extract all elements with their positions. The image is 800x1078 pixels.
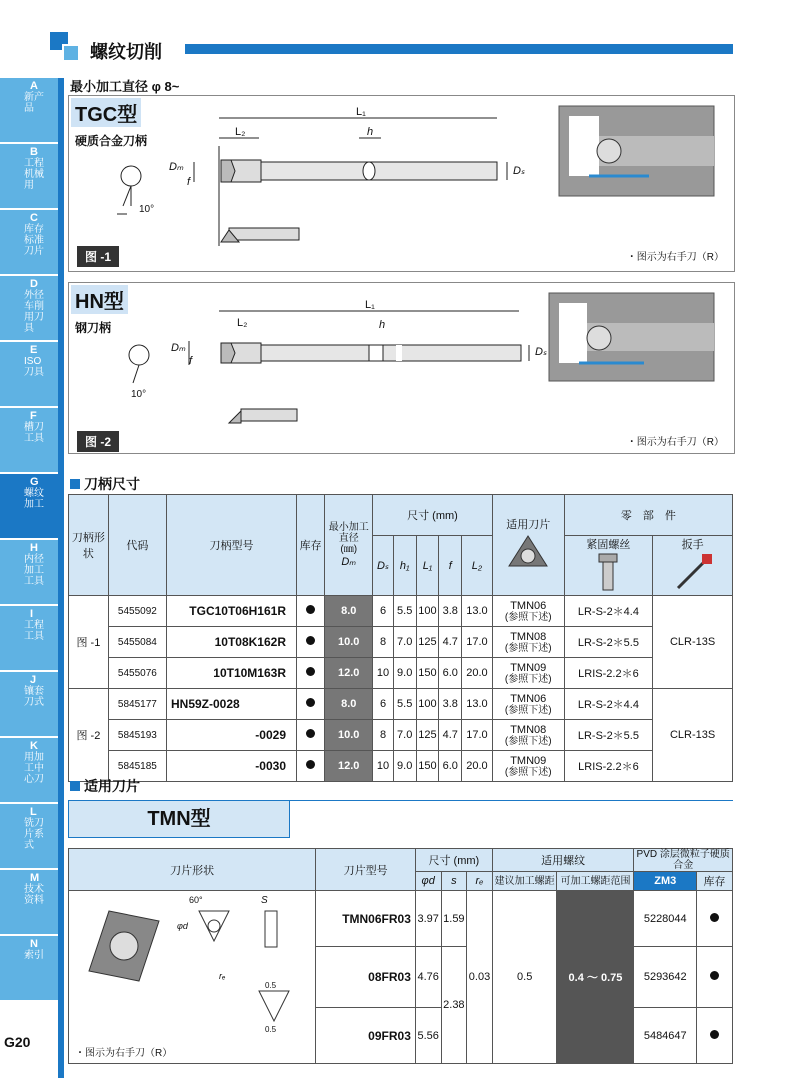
sidebar-tab-letter: L: [30, 806, 37, 818]
sidebar-tab-c[interactable]: [0, 210, 58, 276]
tmn-rule: [288, 800, 733, 801]
insert-model: 09FR03: [316, 1008, 416, 1064]
row-l2: 13.0: [462, 689, 493, 720]
label-l2: L₂: [237, 317, 248, 329]
row-model: 10T10M163R: [166, 658, 296, 689]
row-shape: 图 -2: [69, 689, 109, 782]
insert-shape-cell: [69, 891, 316, 1064]
insert-stock: [697, 947, 733, 1008]
th2-pvd: PVD 涂层微粒子硬质合金: [634, 849, 733, 872]
sidebar-tab-letter: J: [30, 674, 37, 686]
row-code: 5845177: [108, 689, 166, 720]
row-f: 3.8: [439, 596, 462, 627]
row-code: 5845185: [108, 751, 166, 782]
row-h1: 7.0: [393, 627, 416, 658]
insert-s: 2.38: [441, 947, 467, 1064]
sidebar-tab-letter: H: [30, 542, 38, 554]
sidebar-tab-letter: D: [30, 278, 38, 290]
sidebar-tab-label: 外径车削用刀具: [24, 290, 44, 334]
row-insert-model: TMN06: [510, 692, 547, 705]
th-dmin-sym: Dₘ: [341, 556, 357, 568]
stock-dot-icon: [306, 667, 315, 676]
label-l1: L₁: [365, 299, 375, 311]
row-model: -0029: [166, 720, 296, 751]
label-ds: Dₛ: [513, 165, 526, 177]
row-ds: 8: [373, 720, 394, 751]
row-insert-model: TMN09: [510, 754, 547, 767]
row-insert-note: (参照下述): [504, 766, 552, 778]
sidebar-tab-e[interactable]: [0, 342, 58, 408]
row-screw: LR-S-2＊5.5: [564, 720, 653, 751]
row-insert: [492, 689, 564, 720]
label-f: f: [187, 176, 191, 188]
th-f: f: [439, 536, 462, 596]
th-l2: L₂: [462, 536, 493, 596]
sidebar-tab-letter: K: [30, 740, 38, 752]
sidebar-tab-n[interactable]: [0, 936, 58, 1002]
th2-zm3: ZM3: [634, 872, 697, 891]
table-row: [69, 627, 733, 658]
row-stock: [297, 751, 325, 782]
row-l1: 125: [416, 627, 439, 658]
label-angle: 10°: [131, 389, 147, 400]
sidebar-tab-h[interactable]: [0, 540, 58, 606]
insert-table: [68, 848, 733, 1064]
th-code: 代码: [108, 495, 166, 596]
row-screw: LR-S-2＊5.5: [564, 627, 653, 658]
sidebar-tab-i[interactable]: [0, 606, 58, 672]
th2-thread: 适用螺纹: [492, 849, 634, 872]
row-insert-note: (参照下述): [504, 611, 552, 623]
panel-tgc: [68, 95, 735, 272]
sidebar-tab-a[interactable]: [0, 78, 58, 144]
th-h1: h₁: [393, 536, 416, 596]
label-dm: Dₘ: [169, 161, 184, 173]
stock-dot-icon: [306, 605, 315, 614]
row-dmin: 10.0: [325, 720, 373, 751]
label-dm: Dₘ: [171, 342, 186, 354]
row-code: 5455076: [108, 658, 166, 689]
row-l2: 17.0: [462, 720, 493, 751]
th-wrench: [653, 536, 733, 596]
table-row: [69, 658, 733, 689]
th-parts: 零 部 件: [564, 495, 732, 536]
row-dmin: 8.0: [325, 689, 373, 720]
label-l1: L₁: [356, 106, 366, 118]
th-l1: L₁: [416, 536, 439, 596]
sidebar-tab-label: 槽刀工具: [24, 422, 44, 444]
page-number: G20: [4, 1034, 31, 1050]
th2-model: 刀片型号: [316, 849, 416, 891]
sidebar-tab-k[interactable]: [0, 738, 58, 804]
insert-note: ・图示为右手刀（R）: [75, 1048, 173, 1059]
label-l2: L₂: [235, 126, 246, 138]
sidebar-tab-label: 镶套刀式: [24, 686, 44, 708]
row-insert: [492, 658, 564, 689]
row-shape: 图 -1: [69, 596, 109, 689]
sidebar-tab-letter: B: [30, 146, 38, 158]
row-insert-note: (参照下述): [504, 673, 552, 685]
row-stock: [297, 689, 325, 720]
th2-s: s: [441, 872, 467, 891]
row-ds: 8: [373, 627, 394, 658]
row-model: -0030: [166, 751, 296, 782]
th2-shape: 刀片形状: [69, 849, 316, 891]
row-h1: 7.0: [393, 720, 416, 751]
row-stock: [297, 658, 325, 689]
table-row: [69, 596, 733, 627]
label-ds: Dₛ: [535, 346, 548, 358]
row-insert: [492, 596, 564, 627]
th-dmin-label: 最小加工直径: [328, 522, 369, 544]
th2-r: rₑ: [467, 872, 493, 891]
screw-icon: [593, 552, 623, 592]
insert-d: 5.56: [415, 1008, 441, 1064]
label-h: h: [367, 126, 374, 138]
sidebar-tab-m[interactable]: [0, 870, 58, 936]
row-f: 4.7: [439, 627, 462, 658]
th2-stock: 库存: [697, 872, 733, 891]
holder-table: [68, 494, 733, 782]
label-f: f: [189, 355, 193, 367]
header-rule: [185, 44, 733, 54]
section-title: 适用刀片: [84, 778, 140, 794]
row-code: 5455092: [108, 596, 166, 627]
sidebar-tab-label: ISO刀具: [24, 356, 44, 378]
th-dmin: [325, 495, 373, 596]
row-l2: 20.0: [462, 751, 493, 782]
sidebar-tab-letter: F: [30, 410, 37, 422]
row-dmin: 12.0: [325, 751, 373, 782]
th-dmin-unit: (㎜): [340, 544, 358, 555]
row-l2: 17.0: [462, 627, 493, 658]
row-code: 5845193: [108, 720, 166, 751]
table-row: [69, 689, 733, 720]
insert-code: 5228044: [634, 891, 697, 947]
row-stock: [297, 596, 325, 627]
tmn-title: TMN型: [68, 800, 290, 838]
th2-dims: 尺寸 (mm): [415, 849, 492, 872]
sidebar-tab-g[interactable]: [0, 474, 58, 540]
th-screw-label: 紧固螺丝: [586, 539, 631, 551]
row-wrench: CLR-13S: [653, 596, 733, 689]
row-dmin: 10.0: [325, 627, 373, 658]
row-dmin: 8.0: [325, 596, 373, 627]
insert-diagram: [69, 891, 305, 1041]
insert-stock: [697, 1008, 733, 1064]
section-inserts: [70, 776, 140, 796]
sidebar-tab-label: 工程工具: [24, 620, 44, 642]
row-l1: 100: [416, 596, 439, 627]
right-hand-note: ・图示为右手刀（R）: [626, 437, 724, 448]
sidebar-tab-f[interactable]: [0, 408, 58, 474]
panel-type: HN型: [71, 285, 128, 314]
th2-rec: 建议加工螺距: [492, 872, 557, 891]
insert-code: 5293642: [634, 947, 697, 1008]
panel-hn: [68, 282, 735, 454]
row-ds: 6: [373, 596, 394, 627]
sidebar-tab-letter: M: [30, 872, 40, 884]
th2-d: φd: [415, 872, 441, 891]
sidebar-tab-d[interactable]: [0, 276, 58, 342]
row-l1: 150: [416, 658, 439, 689]
stock-dot-icon: [306, 698, 315, 707]
stock-dot-icon: [710, 971, 719, 980]
row-l2: 20.0: [462, 658, 493, 689]
diagram-dim1: 0.5: [265, 981, 277, 990]
diagram-angle: 60°: [189, 895, 203, 905]
row-l1: 150: [416, 751, 439, 782]
th2-range: 可加工螺距范围: [557, 872, 634, 891]
row-stock: [297, 627, 325, 658]
row-insert-model: TMN09: [510, 661, 547, 674]
insert-code: 5484647: [634, 1008, 697, 1064]
row-insert-note: (参照下述): [504, 704, 552, 716]
label-h: h: [379, 319, 386, 331]
row-f: 3.8: [439, 689, 462, 720]
sidebar-tab-label: 用加工中心刀: [24, 752, 44, 785]
row-f: 6.0: [439, 751, 462, 782]
insert-stock: [697, 891, 733, 947]
row-ds: 10: [373, 751, 394, 782]
stock-dot-icon: [306, 760, 315, 769]
sidebar-tab-label: 新产品: [24, 92, 44, 114]
row-insert-model: TMN08: [510, 723, 547, 736]
row-h1: 5.5: [393, 596, 416, 627]
row-f: 6.0: [439, 658, 462, 689]
row-model: HN59Z-0028: [166, 689, 296, 720]
table-row: [69, 751, 733, 782]
th-wrench-label: 扳手: [681, 539, 704, 551]
stock-dot-icon: [306, 636, 315, 645]
row-h1: 9.0: [393, 658, 416, 689]
row-insert-model: TMN08: [510, 630, 547, 643]
sidebar-tab-label: 索引: [24, 950, 44, 961]
th-model: 刀柄型号: [166, 495, 296, 596]
sidebar: [0, 78, 58, 1002]
row-h1: 5.5: [393, 689, 416, 720]
row-screw: LRIS-2.2＊6: [564, 658, 653, 689]
diagram-dim2: 0.5: [265, 1025, 277, 1034]
sidebar-tab-label: 铣刀片系式: [24, 818, 44, 851]
sidebar-tab-label: 内径加工工具: [24, 554, 44, 587]
th-insert: [492, 495, 564, 596]
right-hand-note: ・图示为右手刀（R）: [626, 252, 724, 263]
sidebar-tab-letter: C: [30, 212, 38, 224]
row-screw: LR-S-2＊4.4: [564, 596, 653, 627]
diagram-r: rₑ: [219, 971, 226, 981]
insert-r: 0.03: [467, 891, 493, 1064]
header-square-icon-2: [62, 44, 80, 62]
insert-rec: 0.5: [492, 891, 557, 1064]
row-code: 5455084: [108, 627, 166, 658]
insert-model: TMN06FR03: [316, 891, 416, 947]
diagram-d: φd: [177, 921, 188, 931]
th-ds: Dₛ: [373, 536, 394, 596]
row-screw: LR-S-2＊4.4: [564, 689, 653, 720]
wrench-icon: [668, 552, 718, 592]
th-shape: 刀柄形状: [69, 495, 109, 596]
sidebar-tab-label: 技术资料: [24, 884, 44, 906]
sidebar-tab-b[interactable]: [0, 144, 58, 210]
th-stock: 库存: [297, 495, 325, 596]
tgc-drawing: [69, 96, 734, 271]
row-ds: 10: [373, 658, 394, 689]
left-blue-bar: [58, 78, 64, 1078]
insert-image-icon: [505, 532, 551, 572]
figure-label: 图 -1: [77, 246, 119, 267]
figure-label: 图 -2: [77, 431, 119, 452]
th-screw: [564, 536, 653, 596]
row-wrench: CLR-13S: [653, 689, 733, 782]
sidebar-tab-letter: A: [30, 80, 38, 92]
row-l2: 13.0: [462, 596, 493, 627]
hn-drawing: [69, 283, 734, 453]
panel-subtitle: 钢刀柄: [75, 321, 112, 335]
row-model: TGC10T06H161R: [166, 596, 296, 627]
row-stock: [297, 720, 325, 751]
table-row: [69, 720, 733, 751]
insert-s: 1.59: [441, 891, 467, 947]
th-insert-label: 适用刀片: [506, 518, 551, 531]
section-title: 刀柄尺寸: [84, 476, 140, 492]
stock-dot-icon: [710, 1030, 719, 1039]
sidebar-tab-label: 螺纹加工: [24, 488, 44, 510]
label-angle: 10°: [139, 204, 155, 215]
insert-d: 4.76: [415, 947, 441, 1008]
row-screw: LRIS-2.2＊6: [564, 751, 653, 782]
insert-model: 08FR03: [316, 947, 416, 1008]
sidebar-tab-letter: E: [30, 344, 38, 356]
row-model: 10T08K162R: [166, 627, 296, 658]
panel-type: TGC型: [71, 98, 141, 127]
insert-range: 0.4 ～ 0.75: [557, 891, 634, 1064]
sidebar-tab-letter: G: [30, 476, 39, 488]
sidebar-tab-label: 工程机械用: [24, 158, 44, 191]
row-l1: 125: [416, 720, 439, 751]
sidebar-tab-letter: I: [30, 608, 34, 620]
stock-dot-icon: [710, 913, 719, 922]
row-insert-note: (参照下述): [504, 735, 552, 747]
row-h1: 9.0: [393, 751, 416, 782]
section-holder-dims: [70, 474, 140, 494]
row-f: 4.7: [439, 720, 462, 751]
row-l1: 100: [416, 689, 439, 720]
sidebar-tab-letter: N: [30, 938, 38, 950]
row-insert-model: TMN06: [510, 599, 547, 612]
row-ds: 6: [373, 689, 394, 720]
page-title: 螺纹切削: [90, 42, 162, 62]
sidebar-tab-label: 库存标准刀片: [24, 224, 44, 257]
row-insert: [492, 720, 564, 751]
diagram-s: S: [261, 895, 268, 906]
page-subtitle: 最小加工直径 φ 8~: [70, 79, 180, 94]
panel-subtitle: 硬质合金刀柄: [75, 134, 148, 148]
row-insert: [492, 751, 564, 782]
row-insert: [492, 627, 564, 658]
insert-d: 3.97: [415, 891, 441, 947]
row-insert-note: (参照下述): [504, 642, 552, 654]
th-dims: 尺寸 (mm): [373, 495, 493, 536]
sidebar-tab-j[interactable]: [0, 672, 58, 738]
row-dmin: 12.0: [325, 658, 373, 689]
sidebar-tab-l[interactable]: [0, 804, 58, 870]
stock-dot-icon: [306, 729, 315, 738]
